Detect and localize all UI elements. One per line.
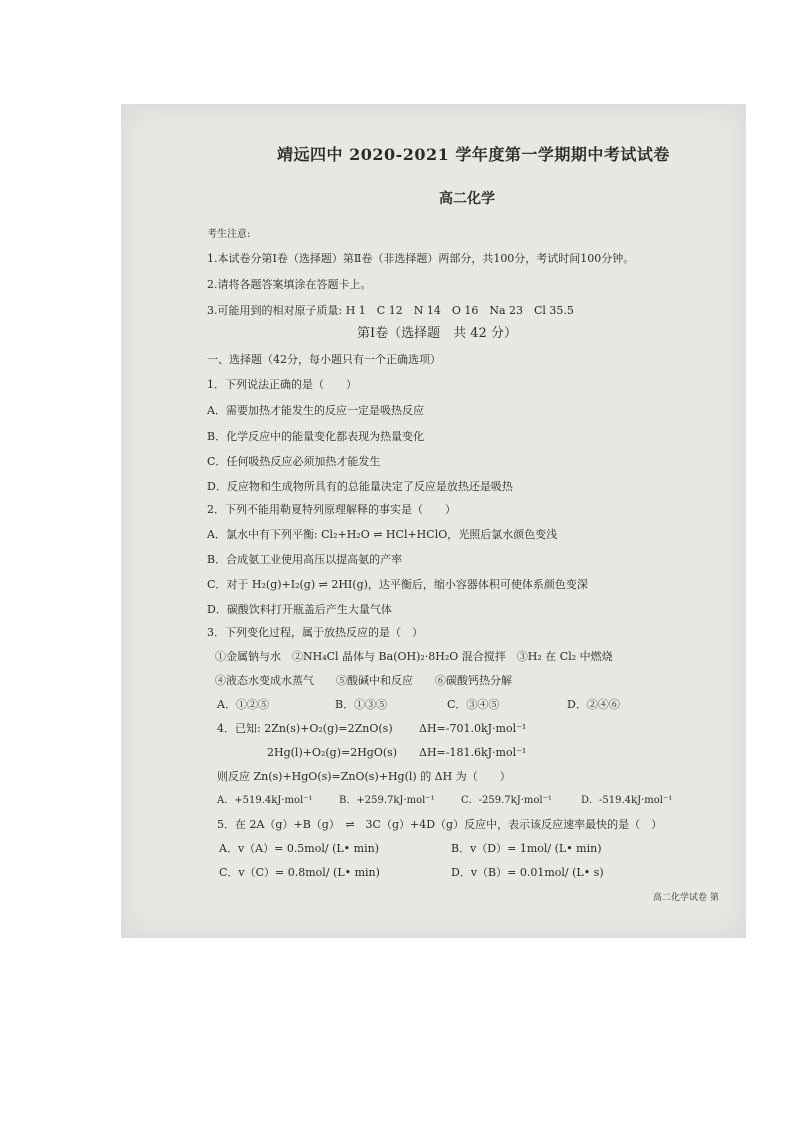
q4-option-b: B．+259.7kJ·mol⁻¹: [339, 795, 435, 806]
q5-option-b: B．v（D）= 1mol/ (L• min): [451, 842, 602, 855]
q5-option-a: A．v（A）= 0.5mol/ (L• min): [219, 842, 379, 855]
q1-option-b: B．化学反应中的能量变化都表现为热量变化: [207, 430, 425, 443]
exam-paper: [121, 104, 746, 938]
q4-dh2: ΔH=-181.6kJ·mol⁻¹: [419, 746, 527, 759]
q5-option-c: C．v（C）= 0.8mol/ (L• min): [219, 866, 380, 879]
exam-title: 靖远四中 2020-2021 学年度第一学期期中考试试卷: [277, 145, 670, 164]
q4-option-c: C．-259.7kJ·mol⁻¹: [461, 795, 552, 806]
q5-option-d: D．v（B）= 0.01mol/ (L• s): [451, 866, 604, 879]
q3-items-row1: ①金属钠与水 ②NH₄Cl 晶体与 Ba(OH)₂·8H₂O 混合搅拌 ③H₂ 在 Cl₂ 中燃烧: [215, 650, 613, 663]
q2-option-d: D．碳酸饮料打开瓶盖后产生大量气体: [207, 603, 392, 616]
q4-option-d: D．-519.4kJ·mol⁻¹: [581, 795, 673, 806]
q3-option-a: A．①②⑤: [217, 698, 269, 711]
q4-dh1: ΔH=-701.0kJ·mol⁻¹: [419, 722, 527, 735]
notice-item-3: 3.可能用到的相对原子质量: H 1 C 12 N 14 O 16 Na 23 Cl 35.5: [207, 304, 574, 317]
section-heading: 一、选择题（42分，每小题只有一个正确选项）: [207, 353, 441, 366]
notice-item-1: 1.本试卷分第Ⅰ卷（选择题）第Ⅱ卷（非选择题）两部分，共100分，考试时间100分钟。: [207, 252, 635, 265]
q1-option-a: A．需要加热才能发生的反应一定是吸热反应: [207, 404, 424, 417]
q3-option-c: C．③④⑤: [447, 698, 500, 711]
q2-stem: 2．下列不能用勒夏特列原理解释的事实是（ ）: [207, 503, 456, 516]
q2-option-c: C．对于 H₂(g)+I₂(g) ⇌ 2HI(g)，达平衡后，缩小容器体积可使体系颜色变深: [207, 578, 588, 591]
q2-option-b: B．合成氨工业使用高压以提高氨的产率: [207, 553, 403, 566]
q3-stem: 3．下列变化过程，属于放热反应的是（ ）: [207, 626, 423, 639]
q4-eq2: 2Hg(l)+O₂(g)=2HgO(s): [267, 746, 398, 759]
notice-item-2: 2.请将各题答案填涂在答题卡上。: [207, 278, 372, 291]
q3-items-row2: ④液态水变成水蒸气 ⑤酸碱中和反应 ⑥碳酸钙热分解: [215, 674, 512, 687]
q1-stem: 1．下列说法正确的是（ ）: [207, 378, 357, 391]
q1-option-d: D．反应物和生成物所具有的总能量决定了反应是放热还是吸热: [207, 480, 513, 493]
q1-option-c: C．任何吸热反应必须加热才能发生: [207, 455, 381, 468]
q3-option-d: D．②④⑥: [567, 698, 620, 711]
q2-option-a: A．氯水中有下列平衡: Cl₂+H₂O ⇌ HCl+HClO，光照后氯水颜色变浅: [207, 528, 558, 541]
q4-ask: 则反应 Zn(s)+HgO(s)=ZnO(s)+Hg(l) 的 ΔH 为（ ）: [217, 770, 511, 783]
notice-heading: 考生注意:: [207, 229, 251, 240]
q4-stem: 4．已知: 2Zn(s)+O₂(g)=2ZnO(s): [217, 722, 393, 735]
page-footer: 高二化学试卷 第: [653, 893, 719, 903]
exam-subtitle: 高二化学: [439, 191, 495, 207]
part1-title: 第Ⅰ卷（选择题 共 42 分）: [357, 326, 517, 341]
q4-option-a: A．+519.4kJ·mol⁻¹: [217, 795, 313, 806]
q3-option-b: B．①③⑤: [335, 698, 388, 711]
q5-stem: 5．在 2A（g）+B（g） ⇌ 3C（g）+4D（g）反应中，表示该反应速率最快的是（ ）: [217, 818, 663, 831]
